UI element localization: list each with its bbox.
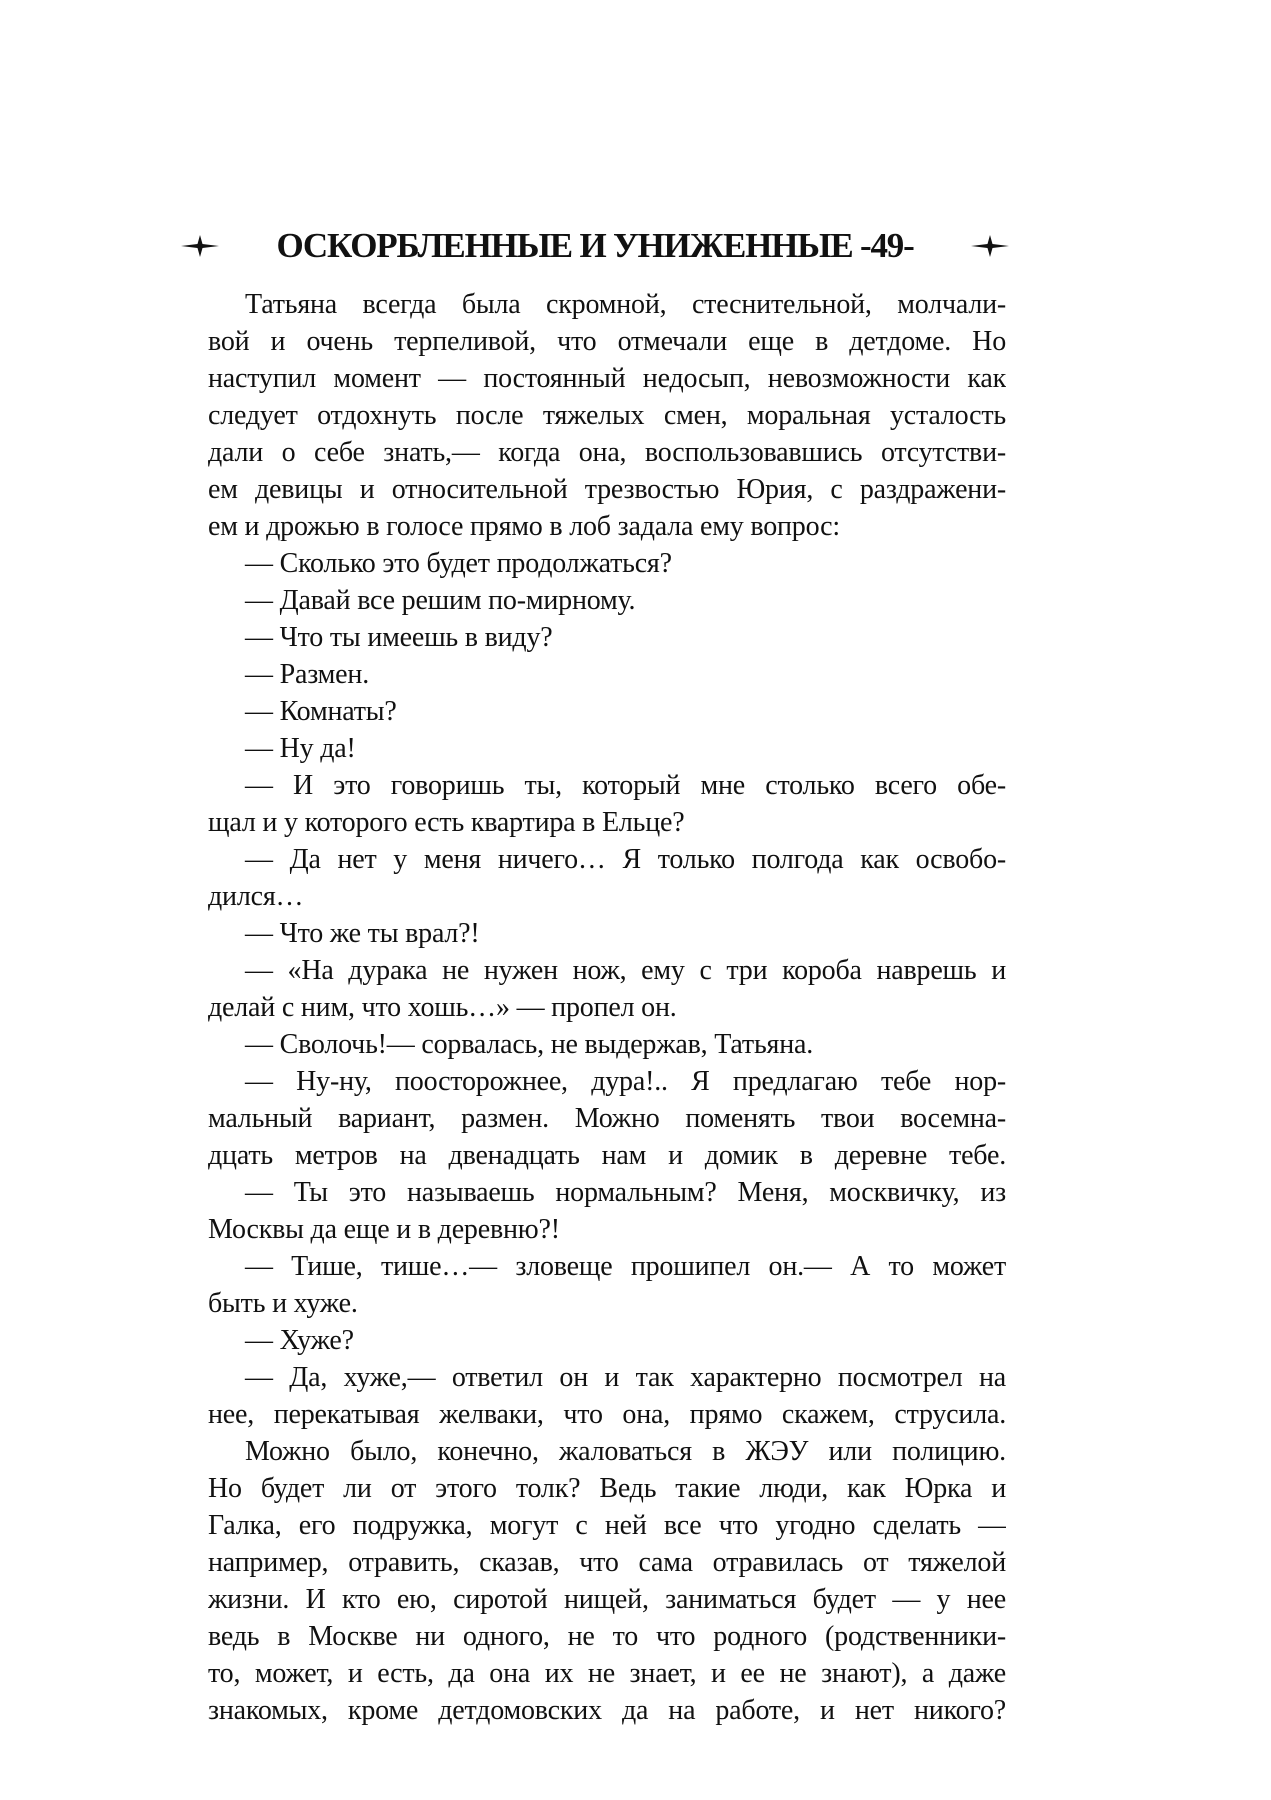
text-line: — Ну-ну, поосторожнее, дура!.. Я предлагаю тебе нор- — [245, 1066, 1006, 1097]
text-line: Москвы да еще и в деревню?! — [208, 1214, 560, 1245]
text-line: — Ну да! — [245, 733, 356, 764]
body-text — [208, 286, 1006, 1729]
text-line: ем девицы и относительной трезвостью Юрия, с раздражени- — [208, 474, 1006, 505]
text-line: ведь в Москве ни одного, не то что родного (родственники- — [208, 1621, 1006, 1652]
text-line: — «На дурака не нужен нож, ему с три короба наврешь и — [245, 955, 1006, 986]
text-line: быть и хуже. — [208, 1288, 358, 1319]
text-line: Галка, его подружка, могут с ней все что угодно сделать — — [208, 1510, 1006, 1541]
text-line: Можно было, конечно, жаловаться в ЖЭУ или полицию. — [245, 1436, 1006, 1467]
text-line: — И это говоришь ты, который мне столько всего обе- — [245, 770, 1006, 801]
text-line: жизни. И кто ею, сиротой нищей, заниматься будет — у нее — [208, 1584, 1006, 1615]
text-line: нее, перекатывая желваки, что она, прямо скажем, струсила. — [208, 1399, 1006, 1430]
text-line: — Ты это называешь нормальным? Меня, москвичку, из — [245, 1177, 1006, 1208]
running-header — [180, 226, 1010, 266]
text-line: ем и дрожью в голосе прямо в лоб задала ему вопрос: — [208, 511, 840, 542]
text-line: то, может, и есть, да она их не знает, и ее не знают), а даже — [208, 1658, 1006, 1689]
page-title: ОСКОРБЛЕННЫЕ И УНИЖЕННЫЕ -49- — [276, 226, 914, 265]
text-line: — Да нет у меня ничего… Я только полгода как освобо- — [245, 844, 1006, 875]
text-line: Татьяна всегда была скромной, стеснительной, молчали- — [245, 289, 1006, 320]
text-line: вой и очень терпеливой, что отмечали еще в детдоме. Но — [208, 326, 1006, 357]
text-line: — Сколько это будет продолжаться? — [245, 548, 672, 579]
text-line: — Что ты имеешь в виду? — [245, 622, 553, 653]
text-line: — Да, хуже,— ответил он и так характерно посмотрел на — [245, 1362, 1006, 1393]
text-line: — Что же ты врал?! — [245, 918, 480, 949]
text-line: наступил момент — постоянный недосып, невозможности как — [208, 363, 1006, 394]
text-line: — Хуже? — [245, 1325, 354, 1356]
text-line: дился… — [208, 881, 304, 912]
four-point-star-icon — [180, 233, 220, 259]
text-line: Но будет ли от этого толк? Ведь такие люди, как Юрка и — [208, 1473, 1006, 1504]
text-line: — Размен. — [245, 659, 369, 690]
text-line: следует отдохнуть после тяжелых смен, моральная усталость — [208, 400, 1006, 431]
text-line: дали о себе знать,— когда она, воспользовавшись отсутстви- — [208, 437, 1006, 468]
text-line: — Сволочь!— сорвалась, не выдержав, Татьяна. — [245, 1029, 814, 1060]
text-line: знакомых, кроме детдомовских да на работе, и нет никого? — [208, 1695, 1006, 1726]
text-line: мальный вариант, размен. Можно поменять твои восемна- — [208, 1103, 1006, 1134]
text-line: щал и у которого есть квартира в Ельце? — [208, 807, 685, 838]
text-line: делай с ним, что хошь…» — пропел он. — [208, 992, 677, 1023]
text-line: — Тише, тише…— зловеще прошипел он.— А то может — [245, 1251, 1006, 1282]
text-line: — Давай все решим по-мирному. — [245, 585, 636, 616]
four-point-star-icon — [970, 233, 1010, 259]
text-line: — Комнаты? — [245, 696, 397, 727]
text-line: дцать метров на двенадцать нам и домик в деревне тебе. — [208, 1140, 1006, 1171]
text-line: например, отравить, сказав, что сама отравилась от тяжелой — [208, 1547, 1006, 1578]
